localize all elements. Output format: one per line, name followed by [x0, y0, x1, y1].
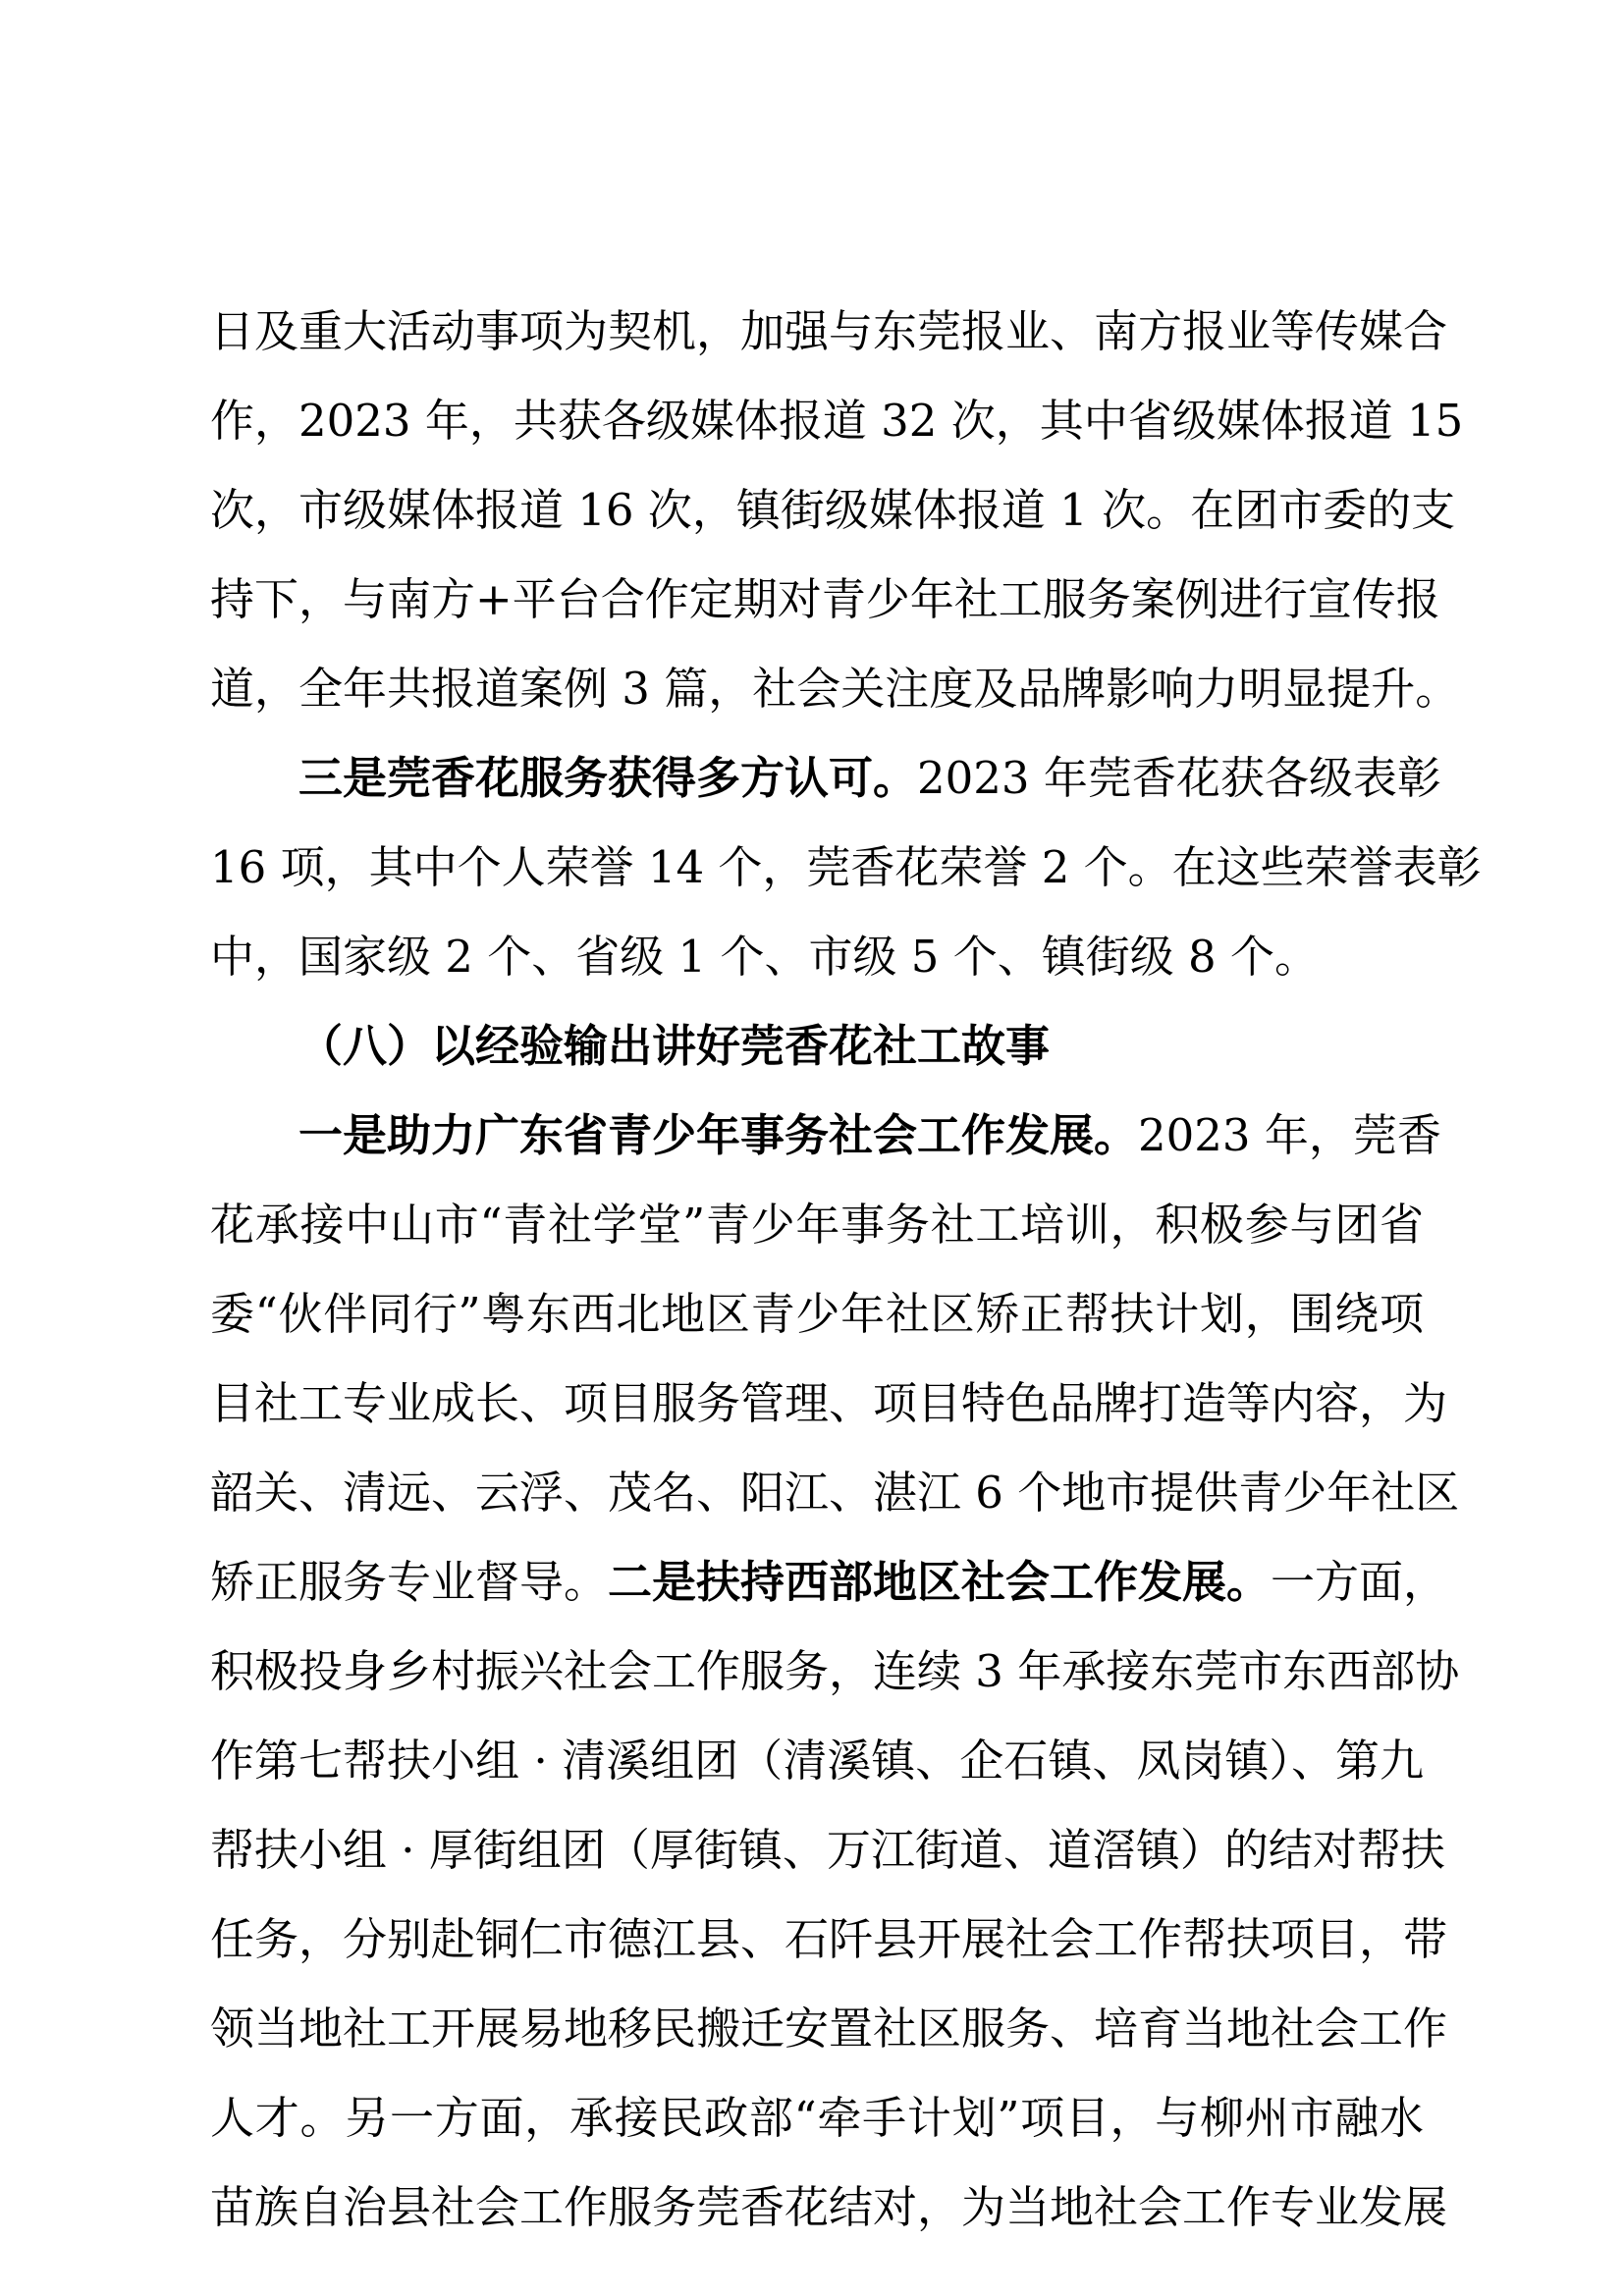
text-segment: 日及重大活动事项为契机，加强与东莞报业、南方报业等传媒合 [210, 305, 1448, 357]
text-line [210, 465, 1456, 555]
text-segment: 道，全年共报道案例 3 篇，社会关注度及品牌影响力明显提升。 [210, 663, 1460, 715]
text-segment: 16 项，其中个人荣誉 14 个，莞香花荣誉 2 个。在这些荣誉表彰 [210, 841, 1482, 893]
text-segment: 矫正服务专业督导。 [210, 1556, 609, 1608]
text-line [210, 1984, 1448, 2073]
text-segment: 帮扶小组 · 厚街组团（厚街镇、万江街道、道滘镇）的结对帮扶 [210, 1824, 1445, 1876]
text-segment: 2023 年莞香花获各级表彰 [917, 752, 1441, 804]
text-line [210, 2163, 1448, 2252]
text-segment: 持下，与南方+平台合作定期对青少年社工服务案例进行宣传报 [210, 573, 1440, 625]
text-segment: 作，2023 年，共获各级媒体报道 32 次，其中省级媒体报道 15 [210, 395, 1464, 447]
text-segment: 领当地社工开展易地移民搬迁安置社区服务、培育当地社会工作 [210, 2002, 1448, 2055]
text-line [210, 376, 1464, 465]
text-line [210, 1716, 1424, 1805]
text-line [210, 1180, 1424, 1269]
text-segment: 任务，分别赴铜仁市德江县、石阡县开展社会工作帮扶项目，带 [210, 1913, 1448, 1965]
text-segment: 中，国家级 2 个、省级 1 个、市级 5 个、镇街级 8 个。 [210, 931, 1319, 983]
text-line [210, 1269, 1424, 1359]
text-line [210, 2073, 1424, 2163]
text-segment: 韶关、清远、云浮、茂名、阳江、湛江 6 个地市提供青少年社区 [210, 1467, 1460, 1519]
text-line [210, 1627, 1460, 1716]
text-line [210, 644, 1460, 733]
text-line [210, 1895, 1448, 1984]
text-line [210, 287, 1448, 376]
text-line [210, 1448, 1460, 1537]
bold-text-segment: 三是莞香花服务获得多方认可。 [298, 752, 918, 804]
text-line [210, 1805, 1445, 1895]
text-segment: 目社工专业成长、项目服务管理、项目特色品牌打造等内容，为 [210, 1377, 1448, 1429]
text-line [210, 1359, 1448, 1448]
bold-text-segment: 一是助力广东省青少年事务社会工作发展。 [298, 1109, 1139, 1161]
text-segment: 苗族自治县社会工作服务莞香花结对，为当地社会工作专业发展 [210, 2181, 1448, 2233]
text-line [210, 823, 1482, 912]
text-line [210, 912, 1424, 1001]
text-segment: 一方面， [1271, 1556, 1448, 1608]
text-segment: 次，市级媒体报道 16 次，镇街级媒体报道 1 次。在团市委的支 [210, 484, 1456, 536]
text-segment: 委“伙伴同行”粤东西北地区青少年社区矫正帮扶计划，围绕项 [210, 1288, 1424, 1340]
text-segment: 2023 年，莞香 [1138, 1109, 1441, 1161]
text-segment: 积极投身乡村振兴社会工作服务，连续 3 年承接东莞市东西部协 [210, 1645, 1460, 1697]
text-segment: 人才。另一方面，承接民政部“牵手计划”项目，与柳州市融水 [210, 2092, 1424, 2144]
document-page [210, 287, 1482, 2252]
text-line [210, 555, 1440, 644]
text-segment: 作第七帮扶小组 · 清溪组团（清溪镇、企石镇、凤岗镇）、第九 [210, 1735, 1424, 1787]
text-line [210, 733, 1441, 823]
text-segment: 花承接中山市“青社学堂”青少年事务社工培训，积极参与团省 [210, 1199, 1424, 1251]
text-line [210, 1091, 1441, 1180]
text-line [210, 1001, 1424, 1091]
bold-text-segment: （八）以经验输出讲好莞香花社工故事 [298, 1020, 1051, 1072]
bold-text-segment: 二是扶持西部地区社会工作发展。 [608, 1556, 1272, 1608]
text-line [210, 1537, 1448, 1627]
